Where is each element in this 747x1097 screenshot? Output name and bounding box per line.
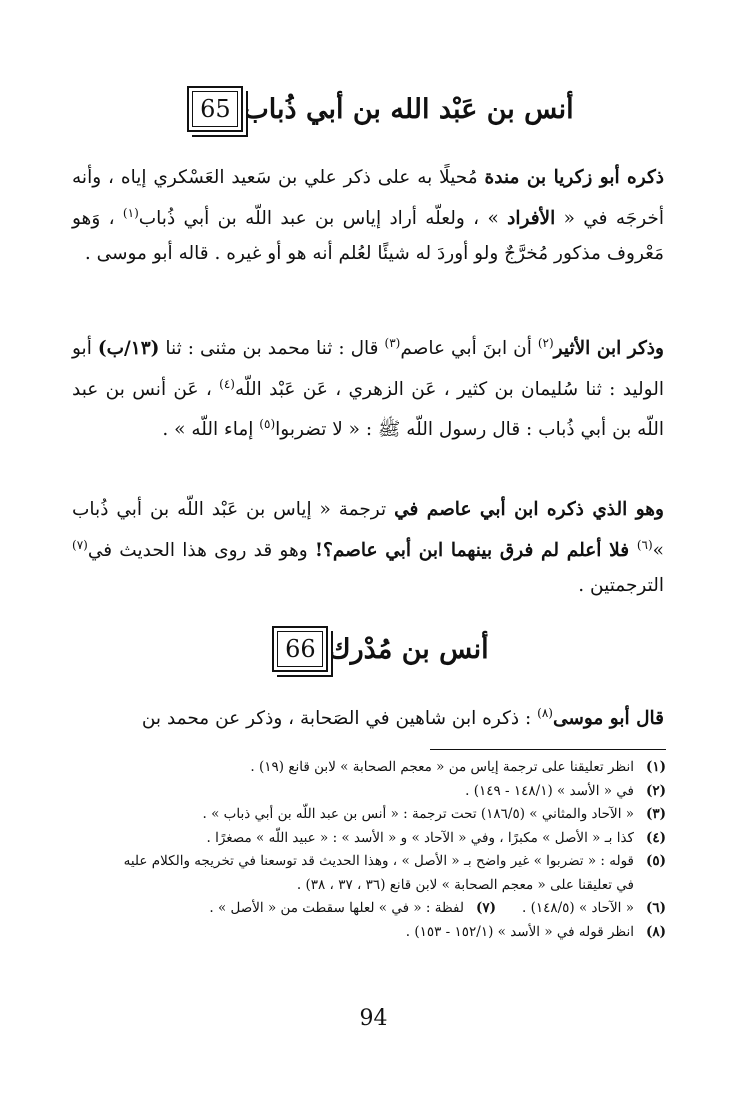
footnote-4 <box>70 827 666 851</box>
entry-header-66 <box>0 626 747 672</box>
entry-number-box <box>187 86 243 132</box>
footnote-ref[interactable]: (٨) <box>537 706 553 720</box>
bold-lead: وهو الذي ذكره ابن أبي عاصم في <box>394 499 664 520</box>
footnote-5-continued <box>70 874 666 898</box>
paragraph-text: ترجمة « إياس بن عَبْد اللّه بن أبي ذُباب » <box>72 499 664 561</box>
footnote-text: لفظة : « في » لعلها سقطت من « الأصل » . <box>209 900 464 916</box>
footnote-number: (٨) <box>645 923 666 940</box>
footnote-ref[interactable]: (٧) <box>72 537 88 552</box>
bold-remark: فلا أعلم لم فرق بينهما ابن أبي عاصم؟! <box>314 539 637 561</box>
paragraph-3 <box>72 492 664 604</box>
paragraph-text: وهو قد روى هذا الحديث في <box>87 539 315 561</box>
bold-lead: قال أبو موسى <box>552 708 664 730</box>
footnote-3 <box>70 803 666 827</box>
folio-marker: (١٣/ب) <box>97 338 160 360</box>
paragraph-text: » ، ولعلّه أراد إياس بن عبد اللّه بن أبي ذُباب <box>138 207 508 229</box>
footnote-text: كذا بـ « الأصل » مكبرًا ، وفي « الآحاد » و « الأسد » : « عبيد اللّه » مصغرًا . <box>206 829 634 846</box>
page-number: 94 <box>359 1006 388 1031</box>
footnote-number: (٦) <box>645 900 666 916</box>
paragraph-text: قال : ثنا محمد بن مثنى : ثنا <box>159 338 385 360</box>
footnote-ref[interactable]: (٤) <box>219 376 235 391</box>
paragraph-text: أن ابنَ أبي عاصم <box>400 338 538 360</box>
footnote-5 <box>70 850 666 874</box>
paragraph-text: مُحيلًا به على ذكر علي بن سَعيد العَسْكري إياه ، وأنه أخرجَه في « <box>72 167 664 229</box>
footnote-2 <box>70 780 666 804</box>
footnote-ref[interactable]: (٦) <box>636 537 653 552</box>
paragraph-text: ، وَهو مَعْروف مذكور مُخرَّجٌ ولو أوردَ له شيئًا لعُلم أنه هو أو غيره . قاله أبو موسى . <box>72 207 664 265</box>
bold-term: الأفراد <box>507 207 556 229</box>
footnote-text: « الآحاد » (١٤٨/٥) . <box>521 900 634 916</box>
paragraph-text: إماء اللّه » . <box>162 419 260 441</box>
paragraph-1 <box>72 160 664 272</box>
paragraph-text: الترجمتين . <box>578 575 664 597</box>
footnote-number: (٧) <box>475 900 496 916</box>
entry-number: 65 <box>200 95 231 123</box>
bold-lead: ذكره أبو زكريا بن مندة <box>484 167 665 188</box>
entry-number: 66 <box>285 635 316 663</box>
footnote-number: (١) <box>645 759 666 775</box>
footnote-6-7 <box>70 897 666 921</box>
paragraph-text: : ذكره ابن شاهين في الصَحابة ، وذكر عن محمد بن <box>141 708 538 730</box>
footnote-number: (٢) <box>645 782 666 799</box>
footnote-ref[interactable]: (١) <box>122 205 139 220</box>
footnote-text: انظر تعليقنا على ترجمة إياس من « معجم الصحابة » لابن قانع (١٩) . <box>250 759 634 775</box>
paragraph-2 <box>72 326 664 448</box>
paragraph-text: ، عَن أنس بن عبد اللّه بن أبي ذُباب : قال رسول اللّه ﷺ : « لا تضربوا <box>72 378 664 441</box>
footnote-text: في تعليقنا على « معجم الصحابة » لابن قانع (٣٦ ، ٣٧ ، ٣٨) . <box>296 876 634 893</box>
footnote-number: (٤) <box>645 829 666 846</box>
paragraph-4 <box>72 696 664 737</box>
footnote-number: (٣) <box>645 806 666 822</box>
footnote-text: في « الأسد » (١٤٨/١ - ١٤٩) . <box>465 782 634 799</box>
footnote-1 <box>70 756 666 780</box>
entry-title: أنس بن مُدْرك <box>328 633 489 665</box>
footnote-text: قوله : « تضربوا » غير واضح بـ « الأصل » ، وهذا الحديث قد توسعنا في تخريجه والكلام عليه <box>123 853 634 869</box>
footnote-text: « الآحاد والمثاني » (١٨٦/٥) تحت ترجمة : « أنس بن عبد اللّه بن أبي ذباب » . <box>202 806 634 822</box>
footnote-ref[interactable]: (٢) <box>537 336 554 350</box>
footnote-ref[interactable]: (٥) <box>259 417 276 432</box>
entry-title: أنس بن عَبْد الله بن أبي ذُباب <box>243 93 574 125</box>
bold-lead: وذكر ابن الأثير <box>553 338 664 360</box>
entry-header-65 <box>0 86 747 132</box>
footnote-number: (٥) <box>645 853 666 869</box>
footnote-8 <box>70 921 666 945</box>
footnote-text: انظر قوله في « الأسد » (١٥٢/١ - ١٥٣) . <box>405 923 634 940</box>
footnote-divider <box>430 749 666 750</box>
footnotes <box>70 756 666 944</box>
entry-number-box <box>272 626 328 672</box>
paragraph-text: أبو الوليد : ثنا سُليمان بن كثير ، عَن الزهري ، عَن عَبْد اللّه <box>72 338 664 400</box>
footnote-ref[interactable]: (٣) <box>384 336 401 350</box>
